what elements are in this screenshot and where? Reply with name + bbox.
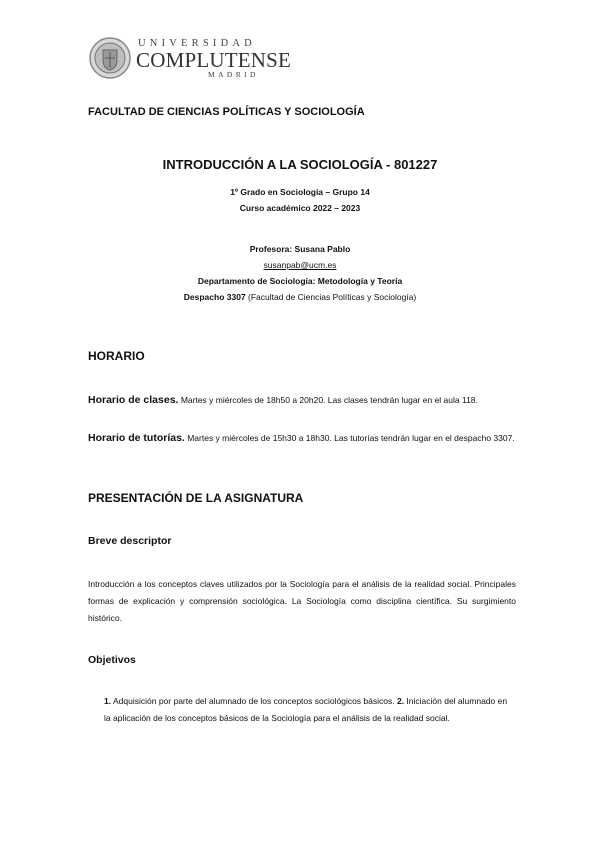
tutorial-schedule-label: Horario de tutorías. [88, 432, 185, 444]
logo-university-text: UNIVERSIDAD [138, 38, 256, 49]
class-schedule-text: Martes y miércoles de 18h50 a 20h20. Las clases tendrán lugar en el aula 118. [178, 395, 478, 405]
office-detail: (Facultad de Ciencias Políticas y Sociología) [245, 292, 417, 302]
office-label: Despacho 3307 [183, 292, 246, 302]
course-grade: 1º Grado en Sociología – Grupo 14 [230, 187, 370, 197]
class-schedule [88, 392, 516, 409]
university-seal-icon [88, 36, 132, 80]
schedule-heading: HORARIO [88, 349, 145, 363]
course-year: Curso académico 2022 – 2023 [239, 203, 361, 213]
descriptor-text: Introducción a los conceptos claves utilizados por la Sociología para el análisis de la realidad social. Principales formas de explicación y comprensión sociológica. La Sociología como disciplina científica. Su surgimiento histórico. [88, 579, 516, 623]
faculty-name: FACULTAD DE CIENCIAS POLÍTICAS Y SOCIOLOGÍA [88, 106, 365, 118]
objective-1-number: 1. [104, 696, 112, 706]
objective-2-text: Iniciación del alumnado en la aplicación de los conceptos básicos de la Sociología para el análisis de la realidad social. [104, 696, 508, 723]
university-logo [88, 36, 292, 84]
descriptor-heading: Breve descriptor [88, 535, 172, 547]
objective-1-text: Adquisición por parte del alumnado de los conceptos sociológicos básicos. [111, 696, 397, 706]
logo-madrid-text: MADRID [208, 70, 259, 79]
course-title: INTRODUCCIÓN A LA SOCIOLOGÍA - 801227 [162, 157, 438, 172]
tutorial-schedule [88, 430, 516, 447]
professor-email-link[interactable]: susanpab@ucm.es [263, 260, 337, 270]
tutorial-schedule-text: Martes y miércoles de 15h30 a 18h30. Las tutorías tendrán lugar en el despacho 3307. [184, 433, 515, 443]
presentation-heading: PRESENTACIÓN DE LA ASIGNATURA [88, 491, 304, 505]
objectives-text [104, 693, 516, 727]
professor-name: Profesora: Susana Pablo [249, 244, 351, 254]
class-schedule-label: Horario de clases. [88, 394, 179, 406]
professor-email-line [0, 260, 600, 270]
objectives-heading: Objetivos [88, 654, 136, 666]
logo-complutense-text: COMPLUTENSE [136, 48, 292, 72]
professor-office [0, 292, 600, 302]
objective-2-number: 2. [396, 696, 405, 706]
professor-department: Departamento de Sociología: Metodología y Teoría [197, 276, 403, 286]
